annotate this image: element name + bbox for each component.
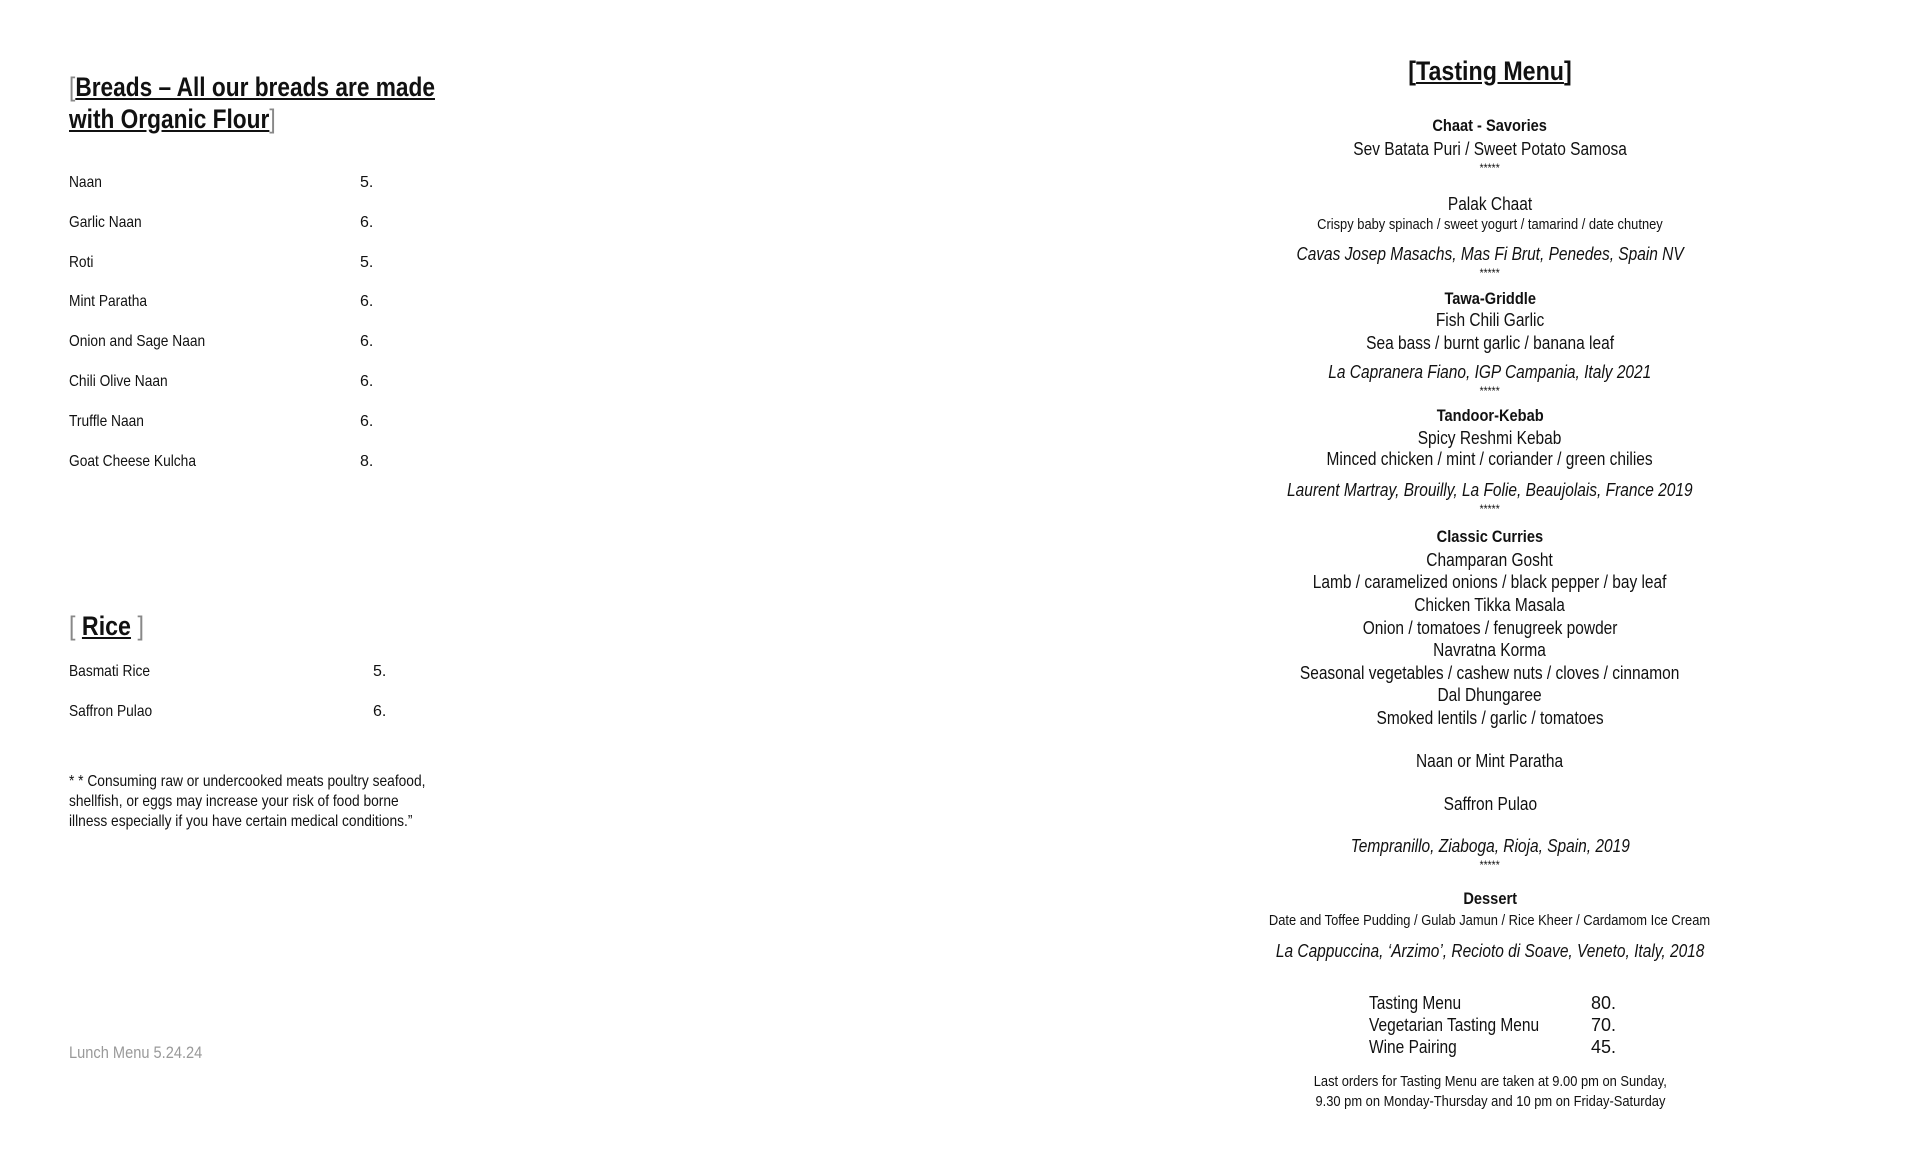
list-item: Goat Cheese Kulcha [69,453,196,470]
dish-description: Seasonal vegetables / cashew nuts / cloves / cinnamon [1300,663,1680,683]
breads-title-line1: Breads – All our breads are made [75,72,435,102]
item-price: 6. [373,703,387,720]
course-title: Tandoor-Kebab [1436,406,1544,425]
divider-stars: ***** [1479,858,1501,872]
item-price: 6. [360,214,374,231]
wine-pairing: La Cappuccina, ‘Arzimo’, Recioto di Soave, Veneto, Italy, 2018 [1275,941,1705,961]
divider-stars: ***** [1479,502,1501,516]
wine-pairing: La Capranera Fiano, IGP Campania, Italy 2021 [1328,362,1652,382]
item-price: 6. [360,333,374,350]
item-price: 6. [360,413,374,430]
dish-line: Sev Batata Puri / Sweet Potato Samosa [1353,139,1627,159]
dish-name: Chicken Tikka Masala [1414,595,1566,615]
list-item: Saffron Pulao [69,703,153,720]
food-safety-disclaimer: * * Consuming raw or undercooked meats poultry seafood, shellfish, or eggs may increase your risk of food borne illness especially if you have certain medical conditions.” [69,773,426,830]
course-title: Dessert [1463,889,1517,908]
last-orders-note: Last orders for Tasting Menu are taken at 9.00 pm on Sunday, [1313,1073,1667,1090]
dish-name: Fish Chili Garlic [1435,310,1545,330]
tasting-menu-heading [1190,56,1790,87]
dish-name: Spicy Reshmi Kebab [1418,428,1562,448]
divider-stars: ***** [1479,161,1501,175]
list-item: Basmati Rice [69,663,151,680]
dish-name: Dal Dhungaree [1437,685,1543,705]
dish-description: Minced chicken / mint / coriander / green chilies [1326,449,1654,469]
price-value: 70. [1591,1015,1617,1035]
course-title: Classic Curries [1436,527,1544,546]
wine-pairing: Tempranillo, Ziaboga, Rioja, Spain, 2019 [1350,836,1630,856]
list-item: Onion and Sage Naan [69,333,206,350]
price-value: 45. [1591,1037,1617,1057]
divider-stars: ***** [1479,384,1501,398]
list-item: Garlic Naan [69,214,142,231]
bread-choice: Naan or Mint Paratha [1416,751,1564,771]
dish-description: Sea bass / burnt garlic / banana leaf [1366,333,1614,353]
wine-pairing: Laurent Martray, Brouilly, La Folie, Beaujolais, France 2019 [1287,480,1693,500]
bracket-open: [ [69,611,76,641]
bracket-open: [ [1408,56,1417,86]
list-item: Truffle Naan [69,413,144,430]
price-value: 80. [1591,993,1617,1013]
wine-pairing: Cavas Josep Masachs, Mas Fi Brut, Penedes, Spain NV [1296,244,1684,264]
bracket-close: ] [137,611,144,641]
price-label: Wine Pairing [1369,1037,1457,1057]
dish-description: Smoked lentils / garlic / tomatoes [1376,708,1604,728]
dish-name: Palak Chaat [1447,194,1533,214]
dish-description: Date and Toffee Pudding / Gulab Jamun / Rice Kheer / Cardamom Ice Cream [1269,912,1711,929]
list-item: Naan [69,174,102,191]
course-title: Chaat - Savories [1432,116,1548,135]
dish-description: Onion / tomatoes / fenugreek powder [1362,618,1618,638]
course-title: Tawa-Griddle [1444,289,1536,308]
list-item: Chili Olive Naan [69,373,168,390]
divider-stars: ***** [1479,266,1501,280]
item-price: 6. [360,373,374,390]
last-orders-note: 9.30 pm on Monday-Thursday and 10 pm on Friday-Saturday [1315,1093,1665,1110]
dish-description: Crispy baby spinach / sweet yogurt / tamarind / date chutney [1317,216,1663,233]
bracket-close: ] [1563,56,1572,86]
bracket-open: [ [69,72,76,102]
dish-name: Navratna Korma [1433,640,1547,660]
breads-title-line2: with Organic Flour [69,104,270,134]
rice-heading [69,610,156,642]
item-price: 5. [373,663,387,680]
price-label: Tasting Menu [1369,993,1462,1013]
price-label: Vegetarian Tasting Menu [1369,1015,1540,1035]
item-price: 6. [360,293,374,310]
bracket-close: ] [269,104,276,134]
item-price: 8. [360,453,374,470]
tasting-menu-title: Tasting Menu [1416,56,1564,86]
rice-title: Rice [81,611,131,641]
item-price: 5. [360,254,374,271]
menu-date-note: Lunch Menu 5.24.24 [69,1043,203,1062]
rice-choice: Saffron Pulao [1443,794,1537,814]
dish-name: Champaran Gosht [1426,550,1554,570]
list-item: Roti [69,254,94,271]
item-price: 5. [360,174,374,191]
list-item: Mint Paratha [69,293,148,310]
dish-description: Lamb / caramelized onions / black pepper / bay leaf [1313,572,1667,592]
